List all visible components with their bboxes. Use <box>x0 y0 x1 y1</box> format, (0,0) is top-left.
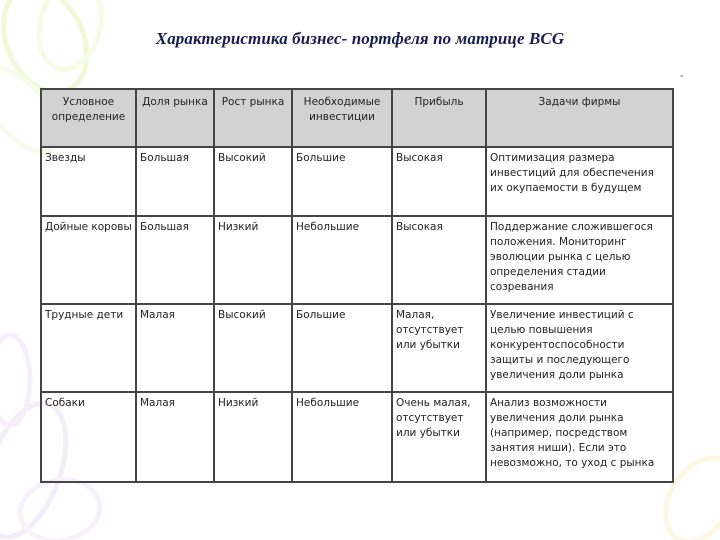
table-cell: Оптимизация размера инвестиций для обеспечения их окупаемости в будущем <box>486 147 673 216</box>
table-cell: Звезды <box>41 147 136 216</box>
table-cell: Малая <box>136 392 214 482</box>
table-row <box>41 304 673 392</box>
table-cell: Высокий <box>214 304 292 392</box>
table-cell: Трудные дети <box>41 304 136 392</box>
table-row <box>41 392 673 482</box>
corner-mark: - <box>680 70 684 82</box>
bcg-table <box>40 88 674 483</box>
table-cell: Малая <box>136 304 214 392</box>
header-definition: Условное определение <box>41 89 136 147</box>
table-cell: Высокий <box>214 147 292 216</box>
table-cell: Высокая <box>392 147 486 216</box>
header-profit: Прибыль <box>392 89 486 147</box>
header-market-growth: Рост рынка <box>214 89 292 147</box>
table-cell: Увеличение инвестиций с целью повышения конкурентоспособности защиты и последующего увеличения доли рынка <box>486 304 673 392</box>
table-cell: Очень малая, отсутствует или убытки <box>392 392 486 482</box>
table-row <box>41 147 673 216</box>
table-cell: Малая, отсутствует или убытки <box>392 304 486 392</box>
table-header-row <box>41 89 673 147</box>
header-tasks: Задачи фирмы <box>486 89 673 147</box>
header-investments: Необходимые инвестиции <box>292 89 392 147</box>
table-cell: Небольшие <box>292 392 392 482</box>
table-cell: Большая <box>136 147 214 216</box>
table-cell: Низкий <box>214 216 292 304</box>
table-row <box>41 216 673 304</box>
header-market-share: Доля рынка <box>136 89 214 147</box>
table-cell: Низкий <box>214 392 292 482</box>
table-cell: Собаки <box>41 392 136 482</box>
table-cell: Высокая <box>392 216 486 304</box>
table-cell: Небольшие <box>292 216 392 304</box>
table-cell: Большие <box>292 304 392 392</box>
table-cell: Анализ возможности увеличения доли рынка (например, посредством занятия ниши). Если это невозможно, то уход с рынка <box>486 392 673 482</box>
table-cell: Большие <box>292 147 392 216</box>
slide-title: Характеристика бизнес- портфеля по матрице BCG <box>155 29 565 48</box>
table-cell: Поддержание сложившегося положения. Мониторинг эволюции рынка с целью определения стадии созревания <box>486 216 673 304</box>
table-cell: Большая <box>136 216 214 304</box>
table-cell: Дойные коровы <box>41 216 136 304</box>
